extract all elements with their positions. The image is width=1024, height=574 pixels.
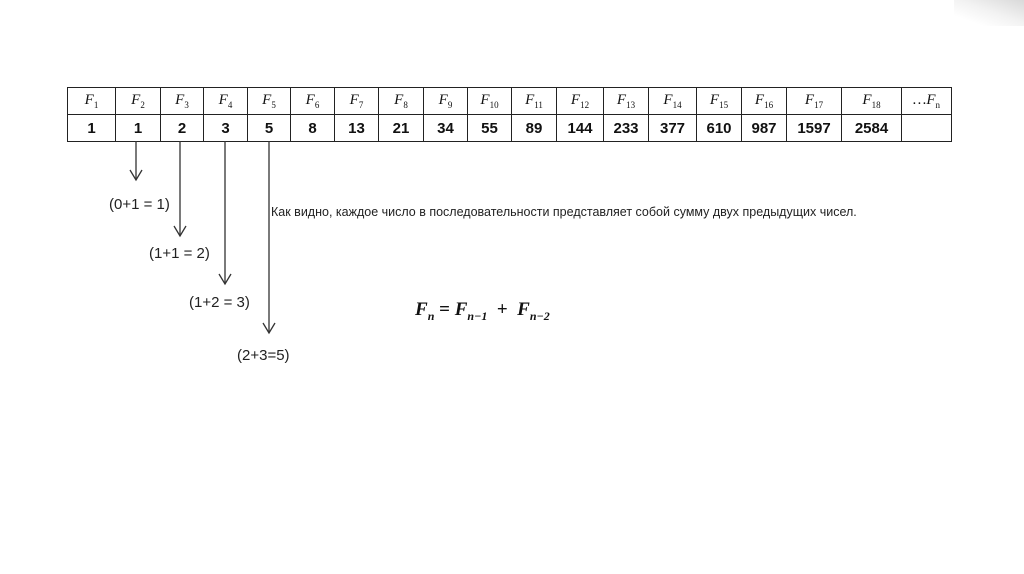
arrow-f2 — [130, 141, 142, 180]
header-subscript: 4 — [227, 100, 233, 110]
header-letter: F — [394, 92, 404, 108]
header-subscript: 9 — [447, 100, 453, 110]
header-subscript: 5 — [271, 100, 276, 110]
step-sum-2: (1+1 = 2) — [149, 245, 210, 262]
header-letter: F — [262, 92, 272, 108]
header-subscript: 6 — [314, 100, 320, 110]
formula-term-1: F — [454, 299, 468, 320]
formula-term-2: F — [517, 299, 530, 320]
formula-term-1-sub: n−1 — [467, 308, 488, 323]
step-sum-4: (2+3=5) — [237, 347, 290, 364]
formula-term-2-sub: n−2 — [529, 308, 550, 323]
step-sum-1: (0+1 = 1) — [109, 196, 170, 213]
header-letter: F — [663, 92, 673, 108]
table-value-cell: 144 — [557, 115, 604, 142]
header-letter: F — [709, 92, 720, 108]
header-letter: F — [754, 92, 765, 108]
header-subscript: 10 — [489, 100, 499, 110]
fibonacci-formula — [415, 299, 550, 324]
table-value-cell: 55 — [468, 115, 512, 142]
header-letter: F — [84, 92, 94, 108]
header-letter: F — [525, 92, 535, 108]
formula-plus: + — [496, 299, 508, 320]
table-value-cell: 34 — [424, 115, 468, 142]
table-value-cell: 3 — [204, 115, 248, 142]
header-subscript: 15 — [719, 100, 729, 110]
formula-lhs-sub: n — [427, 308, 435, 323]
header-subscript: n — [935, 100, 940, 110]
header-letter: F — [175, 92, 185, 108]
header-letter: F — [131, 92, 141, 108]
header-subscript: 1 — [93, 100, 99, 110]
table-value-cell: 610 — [697, 115, 742, 142]
arrow-f4 — [219, 141, 231, 284]
header-letter: F — [862, 92, 872, 108]
header-subscript: 12 — [580, 100, 590, 110]
table-value-cell: 2584 — [842, 115, 902, 142]
header-letter: F — [480, 92, 490, 108]
header-subscript: 2 — [140, 100, 145, 110]
table-value-cell: 5 — [248, 115, 291, 142]
header-subscript: 18 — [871, 100, 881, 110]
table-value-cell: 2 — [161, 115, 204, 142]
arrow-f3 — [174, 141, 186, 236]
table-value-cell: 987 — [742, 115, 787, 142]
table-value-cell: 8 — [291, 115, 335, 142]
formula-equals: = — [439, 299, 450, 320]
header-subscript: 7 — [358, 100, 364, 110]
header-letter: F — [438, 92, 448, 108]
table-value-cell: 233 — [604, 115, 649, 142]
header-letter: F — [305, 92, 315, 108]
header-subscript: 13 — [626, 100, 636, 110]
step-sum-3: (1+2 = 3) — [189, 294, 250, 311]
table-value-cell: 1 — [116, 115, 161, 142]
header-letter: F — [570, 92, 581, 108]
header-letter: F — [804, 92, 815, 108]
header-subscript: 11 — [534, 100, 543, 110]
table-value-cell: 1 — [68, 115, 116, 142]
table-value-cell: 13 — [335, 115, 379, 142]
arrow-f5 — [263, 141, 275, 333]
table-value-cell: 377 — [649, 115, 697, 142]
header-letter: F — [349, 92, 359, 108]
header-subscript: 14 — [672, 100, 682, 110]
header-subscript: 8 — [403, 100, 408, 110]
header-subscript: 17 — [814, 100, 824, 110]
header-letter: F — [218, 92, 228, 108]
formula-lhs: F — [415, 299, 428, 320]
table-value-cell: 1597 — [787, 115, 842, 142]
header-subscript: 16 — [764, 100, 774, 110]
explanation-text: Как видно, каждое число в последовательности представляет собой сумму двух предыдущих чисел. — [271, 205, 857, 219]
header-letter: F — [616, 92, 627, 108]
header-subscript: 3 — [184, 100, 189, 110]
header-letter: …F — [913, 92, 936, 108]
table-value-cell: 21 — [379, 115, 424, 142]
table-value-cell: 89 — [512, 115, 557, 142]
